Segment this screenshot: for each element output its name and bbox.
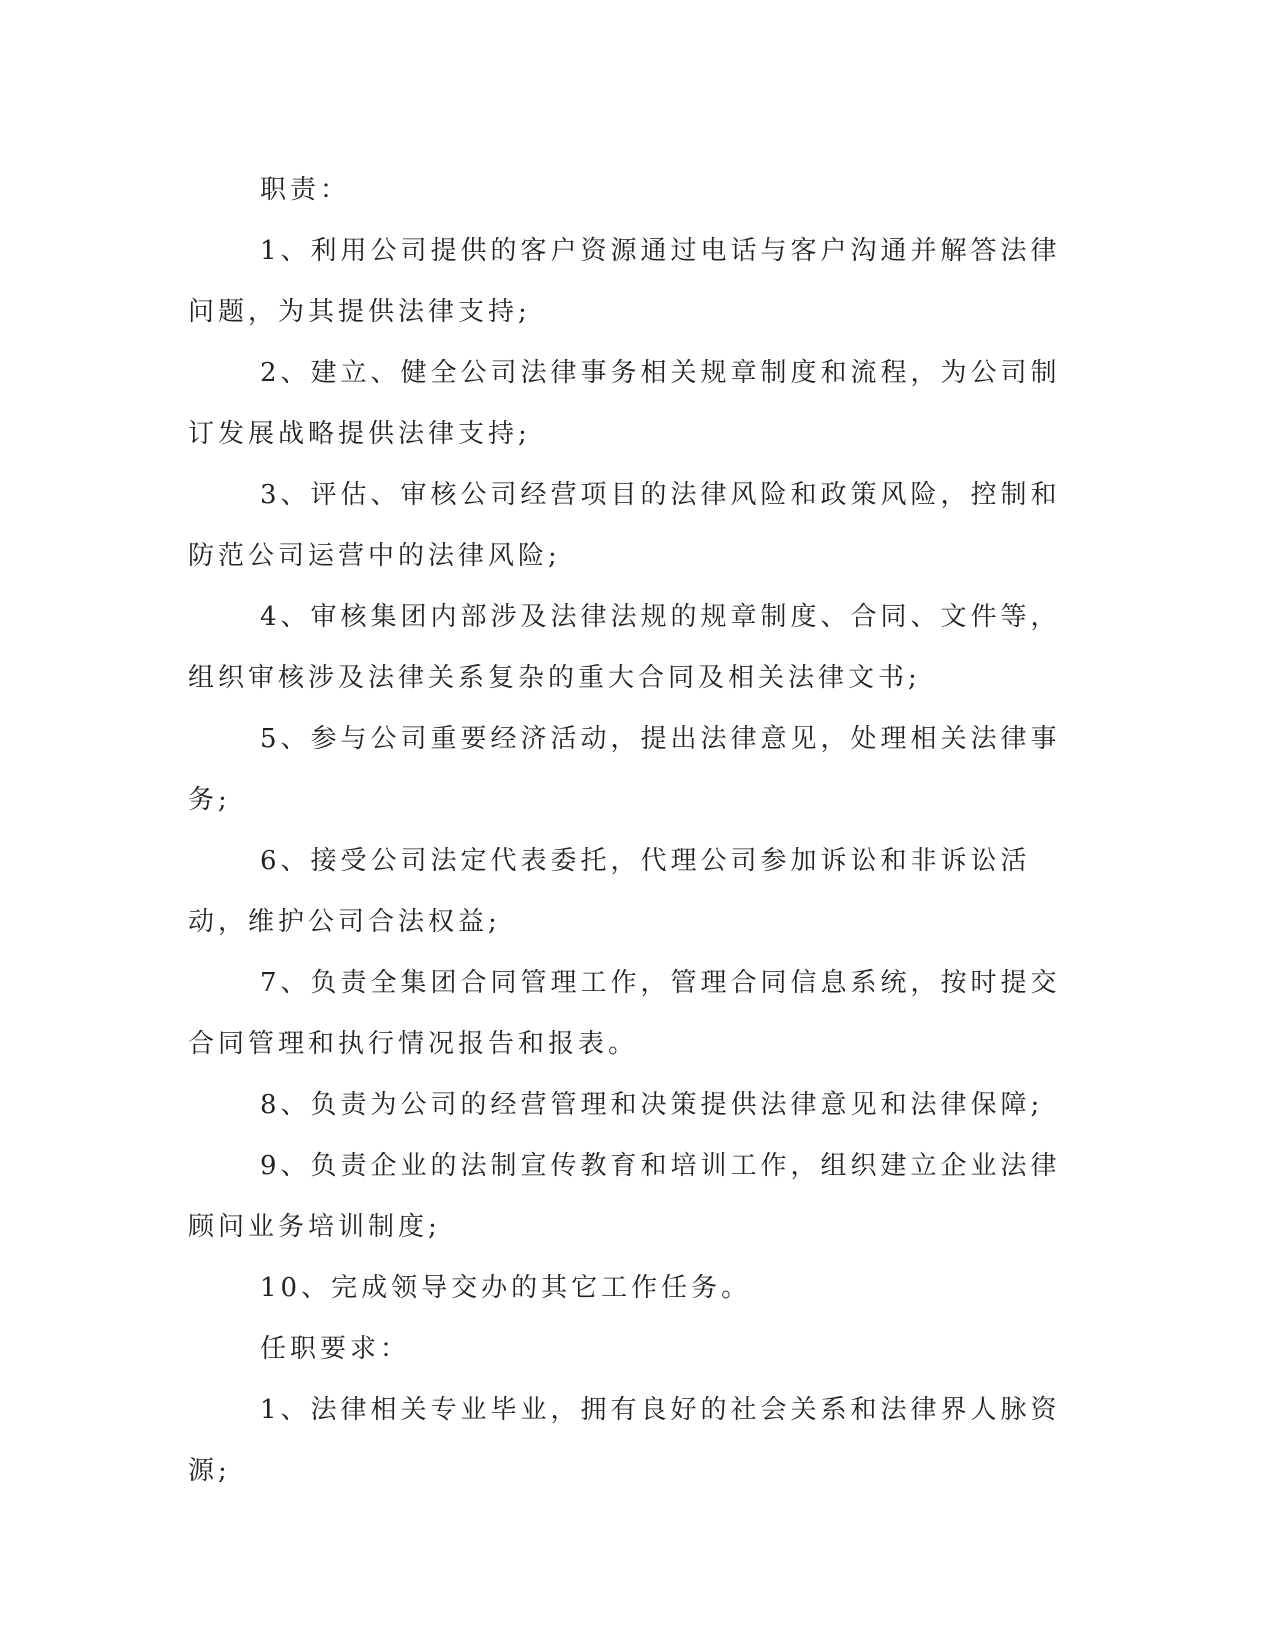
section-heading-requirements: 任职要求： [260, 1334, 411, 1364]
duty-item-8: 8、负责为公司的经营管理和决策提供法律意见和法律保障; [260, 1090, 1044, 1120]
duty-item-5: 5、参与公司重要经济活动，提出法律意见，处理相关法律事务; [188, 724, 1061, 815]
requirement-item-1: 1、法律相关专业毕业，拥有良好的社会关系和法律界人脉资源; [188, 1395, 1061, 1486]
duty-item-3: 3、评估、审核公司经营项目的法律风险和政策风险，控制和防范公司运营中的法律风险; [188, 480, 1061, 571]
section-heading-duties: 职责： [260, 175, 351, 205]
duty-item-4: 4、审核集团内部涉及法律法规的规章制度、合同、文件等，组织审核涉及法律关系复杂的重大合同及相关法律文书; [188, 602, 1061, 693]
duty-item-1: 1、利用公司提供的客户资源通过电话与客户沟通并解答法律问题，为其提供法律支持; [188, 236, 1061, 327]
duty-item-6: 6、接受公司法定代表委托，代理公司参加诉讼和非诉讼活动，维护公司合法权益; [188, 846, 1031, 937]
duty-item-9: 9、负责企业的法制宣传教育和培训工作，组织建立企业法律顾问业务培训制度; [188, 1151, 1061, 1242]
duty-item-10: 10、完成领导交办的其它工作任务。 [260, 1273, 752, 1303]
document-body [188, 160, 1066, 1502]
duty-item-2: 2、建立、健全公司法律事务相关规章制度和流程，为公司制订发展战略提供法律支持; [188, 358, 1061, 449]
duty-item-7: 7、负责全集团合同管理工作，管理合同信息系统，按时提交合同管理和执行情况报告和报表。 [188, 968, 1061, 1059]
